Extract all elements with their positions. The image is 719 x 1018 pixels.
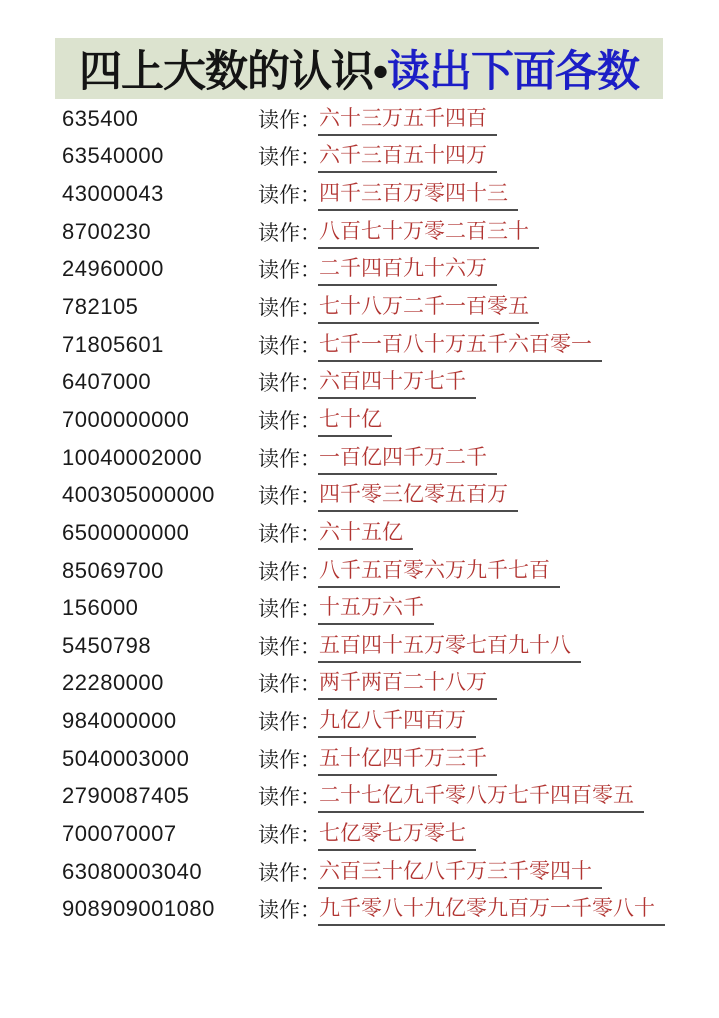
read-label: 读作： <box>258 635 321 659</box>
worksheet-row <box>0 890 719 928</box>
reading-answer: 四千零三亿零五百万 <box>318 478 518 512</box>
read-label: 读作： <box>258 598 321 622</box>
title-banner <box>55 38 663 99</box>
number-text: 5450798 <box>62 632 152 658</box>
worksheet-row <box>0 213 719 251</box>
worksheet-row <box>0 476 719 514</box>
reading-answer: 七十八万二千一百零五 <box>318 290 539 324</box>
reading-answer: 六百三十亿八千万三千零四十 <box>318 855 602 889</box>
number-text: 635400 <box>62 105 139 131</box>
worksheet-row <box>0 138 719 176</box>
worksheet-row <box>0 552 719 590</box>
number-list <box>0 100 719 928</box>
number-text: 6500000000 <box>62 519 190 545</box>
reading-answer: 十五万六千 <box>318 591 434 625</box>
reading-answer: 六十五亿 <box>318 516 413 550</box>
worksheet-row <box>0 514 719 552</box>
reading-answer: 一百亿四千万二千 <box>318 441 497 475</box>
read-label: 读作： <box>258 861 321 885</box>
worksheet-row <box>0 665 719 703</box>
read-label: 读作： <box>258 146 321 170</box>
worksheet-row <box>0 401 719 439</box>
number-text: 984000000 <box>62 708 177 734</box>
number-text: 156000 <box>62 595 139 621</box>
reading-answer: 八百七十万零二百三十 <box>318 215 539 249</box>
read-label: 读作： <box>258 221 321 245</box>
read-label: 读作： <box>258 372 321 396</box>
worksheet-row <box>0 251 719 289</box>
number-text: 400305000000 <box>62 482 215 508</box>
reading-answer: 七十亿 <box>318 403 392 437</box>
worksheet-row <box>0 589 719 627</box>
number-text: 8700230 <box>62 218 152 244</box>
worksheet-row <box>0 439 719 477</box>
worksheet-row <box>0 815 719 853</box>
number-text: 10040002000 <box>62 444 203 470</box>
worksheet-row <box>0 740 719 778</box>
read-label: 读作： <box>258 334 321 358</box>
reading-answer: 八千五百零六万九千七百 <box>318 554 560 588</box>
read-label: 读作： <box>258 560 321 584</box>
number-text: 85069700 <box>62 557 164 583</box>
number-text: 63080003040 <box>62 858 203 884</box>
read-label: 读作： <box>258 711 321 735</box>
number-text: 2790087405 <box>62 783 190 809</box>
worksheet-row <box>0 627 719 665</box>
reading-answer: 九千零八十九亿零九百万一千零八十 <box>318 892 665 926</box>
reading-answer: 五十亿四千万三千 <box>318 742 497 776</box>
read-label: 读作： <box>258 108 321 132</box>
number-text: 43000043 <box>62 181 164 207</box>
read-label: 读作： <box>258 673 321 697</box>
worksheet-row <box>0 363 719 401</box>
worksheet-row <box>0 175 719 213</box>
reading-answer: 六千三百五十四万 <box>318 139 497 173</box>
worksheet-row <box>0 702 719 740</box>
number-text: 6407000 <box>62 369 152 395</box>
number-text: 63540000 <box>62 143 164 169</box>
reading-answer: 两千两百二十八万 <box>318 666 497 700</box>
number-text: 782105 <box>62 294 139 320</box>
page-title-black: 四上大数的认识• <box>78 48 388 96</box>
reading-answer: 七千一百八十万五千六百零一 <box>318 328 602 362</box>
number-text: 700070007 <box>62 820 177 846</box>
worksheet-row <box>0 778 719 816</box>
reading-answer: 七亿零七万零七 <box>318 817 476 851</box>
read-label: 读作： <box>258 786 321 810</box>
reading-answer: 二千四百九十六万 <box>318 252 497 286</box>
number-text: 5040003000 <box>62 745 190 771</box>
read-label: 读作： <box>258 447 321 471</box>
number-text: 22280000 <box>62 670 164 696</box>
read-label: 读作： <box>258 522 321 546</box>
read-label: 读作： <box>258 485 321 509</box>
reading-answer: 六百四十万七千 <box>318 365 476 399</box>
read-label: 读作： <box>258 409 321 433</box>
worksheet-row <box>0 853 719 891</box>
worksheet-row <box>0 288 719 326</box>
read-label: 读作： <box>258 899 321 923</box>
read-label: 读作： <box>258 184 321 208</box>
read-label: 读作： <box>258 748 321 772</box>
reading-answer: 五百四十五万零七百九十八 <box>318 629 581 663</box>
worksheet-row <box>0 326 719 364</box>
number-text: 24960000 <box>62 256 164 282</box>
number-text: 71805601 <box>62 331 164 357</box>
reading-answer: 六十三万五千四百 <box>318 102 497 136</box>
number-text: 7000000000 <box>62 406 190 432</box>
read-label: 读作： <box>258 823 321 847</box>
reading-answer: 二十七亿九千零八万七千四百零五 <box>318 779 644 813</box>
number-text: 908909001080 <box>62 896 215 922</box>
read-label: 读作： <box>258 259 321 283</box>
page-title-blue: 读出下面各数 <box>387 48 640 96</box>
worksheet-row <box>0 100 719 138</box>
reading-answer: 四千三百万零四十三 <box>318 177 518 211</box>
reading-answer: 九亿八千四百万 <box>318 704 476 738</box>
read-label: 读作： <box>258 297 321 321</box>
